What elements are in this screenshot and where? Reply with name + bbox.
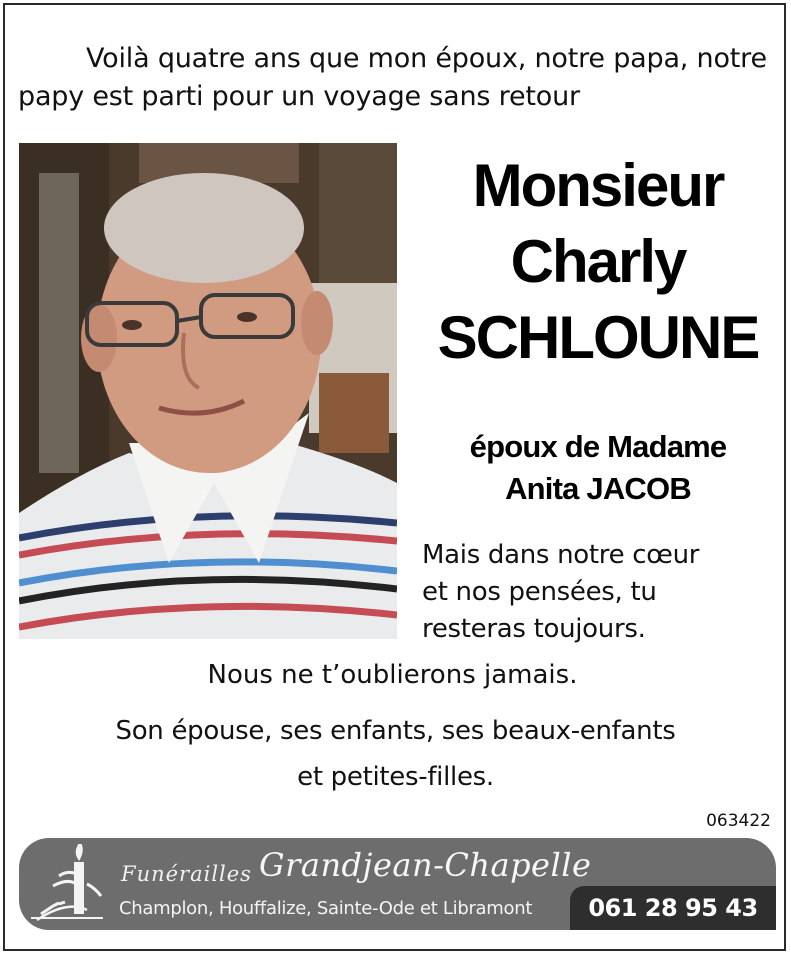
candle-wheat-logo-icon <box>27 844 107 924</box>
never-forget-line <box>0 655 791 695</box>
funeral-home-prefix: Funérailles <box>121 862 252 886</box>
funeral-home-locations: Champlon, Houffalize, Sainte-Ode et Libramont <box>119 898 533 919</box>
deceased-title: Monsieur <box>472 152 724 219</box>
funeral-home-banner <box>19 838 776 930</box>
reference-number: 063422 <box>706 811 771 831</box>
heart-line-2: et nos pensées, tu <box>422 577 657 607</box>
funeral-home-name: Grandjean-Chapelle <box>259 846 592 884</box>
intro-text: Voilà quatre ans que mon époux, notre papa, notre papy est parti pour un voyage sans retour <box>18 43 767 112</box>
family-line-2: et petites-filles. <box>297 762 494 792</box>
family-line-1: Son épouse, ses enfants, ses beaux-enfants <box>115 716 676 746</box>
heart-line-1: Mais dans notre cœur <box>422 540 700 570</box>
never-forget-text: Nous ne t’oublierons jamais. <box>207 660 578 690</box>
funeral-home-phone: 061 28 95 43 <box>570 886 776 930</box>
spouse-line-2: Anita JACOB <box>505 471 691 506</box>
heart-message <box>422 537 782 648</box>
spouse-line-1: époux de Madame <box>469 429 727 464</box>
heart-line-3: resteras toujours. <box>422 614 646 644</box>
deceased-name <box>420 148 776 376</box>
portrait-photo <box>19 143 397 639</box>
spouse-info <box>420 426 776 510</box>
family-signature <box>0 708 791 800</box>
deceased-first-name: Charly <box>510 228 686 295</box>
deceased-last-name: SCHLOUNE <box>437 304 759 371</box>
